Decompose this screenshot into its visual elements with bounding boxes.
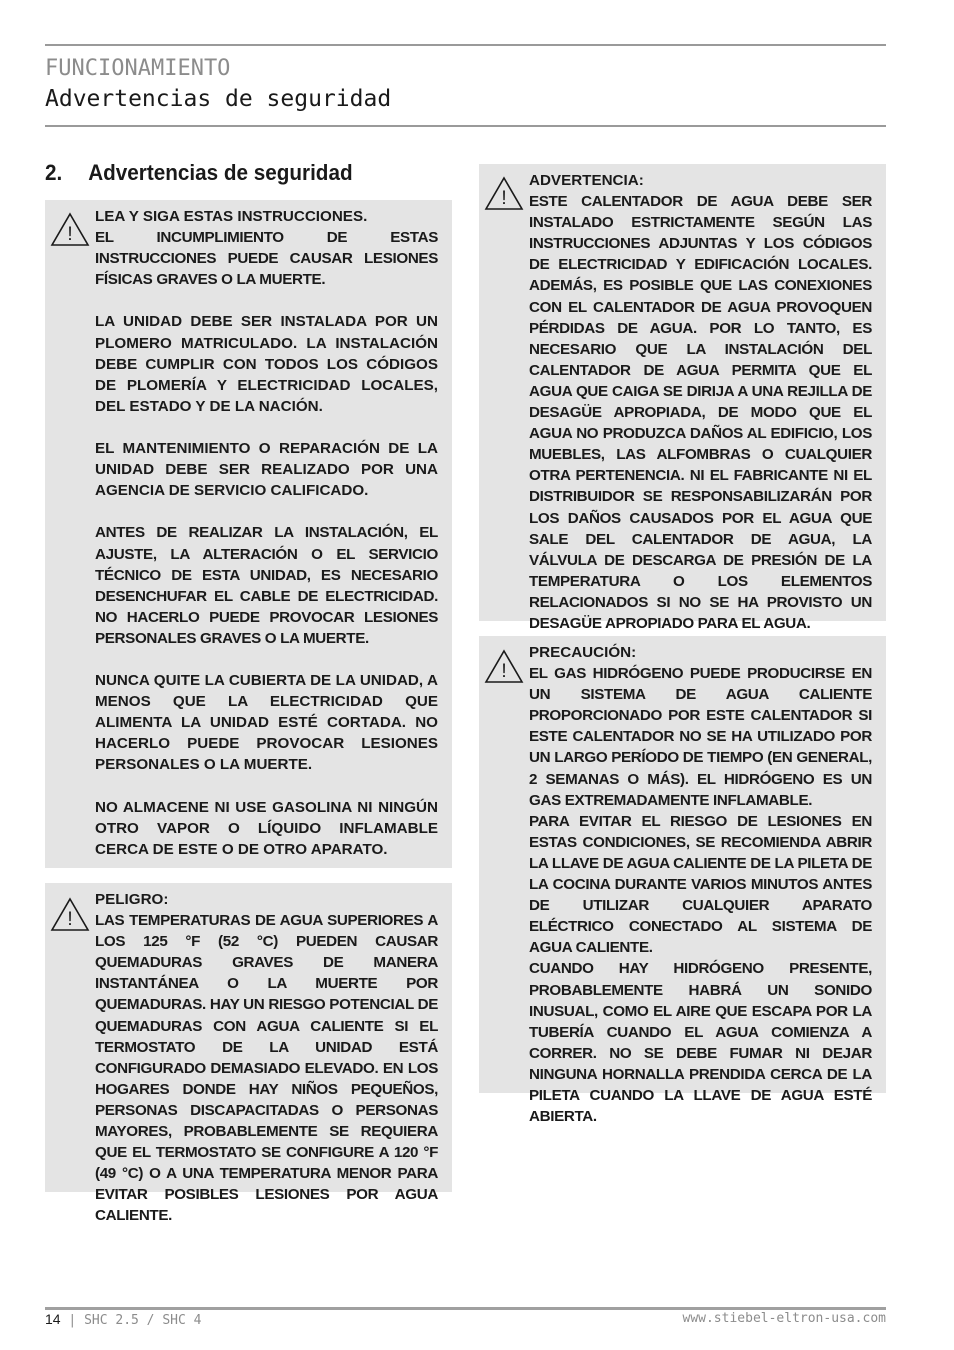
warning-box — [479, 164, 886, 632]
box1-install-paragraph: LA UNIDAD DEBE SER INSTALADA POR UN PLOMERO MATRICULADO. LA INSTALACIÓN DEBE CUMPLIR CON TODOS LOS CÓDIGOS DE PLOMERÍA Y ELECTRICIDAD LOCALES, DEL ESTADO Y DE LA NACIÓN. — [95, 313, 438, 415]
section-title: Advertencias de seguridad — [88, 160, 353, 185]
footer-url[interactable]: www.stiebel-eltron-usa.com — [682, 1311, 886, 1326]
model-name: SHC 2.5 / SHC 4 — [84, 1313, 202, 1328]
header-section-label: FUNCIONAMIENTO — [45, 56, 231, 81]
section-heading — [45, 160, 353, 186]
warning-triangle-icon — [50, 212, 90, 248]
box1-maintenance-paragraph: EL MANTENIMIENTO O REPARACIÓN DE LA UNIDAD DEBE SER REALIZADO POR UNA AGENCIA DE SERVICIO CALIFICADO. — [95, 440, 438, 500]
box1-gasoline-paragraph: NO ALMACENE NI USE GASOLINA NI NINGÚN OTRO VAPOR O LÍQUIDO INFLAMABLE CERCA DE ESTE O DE OTRO APARATO. — [95, 798, 438, 858]
caution-box — [479, 636, 886, 1126]
danger-label: PELIGRO: — [95, 891, 169, 908]
danger-box — [45, 883, 452, 1225]
svg-text:!: ! — [67, 909, 73, 930]
caution-prevention-paragraph: PARA EVITAR EL RIESGO DE LESIONES EN ESTAS CONDICIONES, SE RECOMIENDA ABRIR LA LLAVE DE AGUA CALIENTE DE LA PILETA DE LA COCINA DURANTE VARIOS MINUTOS ANTES DE UTILIZAR CUALQUIER APARATO ELÉCTRICO CONECTADO AL SISTEMA DE AGUA CALIENTE. — [529, 812, 872, 957]
box1-unplug-paragraph: ANTES DE REALIZAR LA INSTALACIÓN, EL AJUSTE, LA ALTERACIÓN O EL SERVICIO TÉCNICO DE ESTA UNIDAD, ES NECESARIO DESENCHUFAR EL CABLE DE ELECTRICIDAD. NO HACERLO PUEDE PROVOCAR LESIONES PERSONALES GRAVES O LA MUERTE. — [95, 524, 438, 647]
box1-text-intro — [95, 206, 438, 290]
section-number: 2. — [45, 160, 63, 185]
danger-text: LAS TEMPERATURAS DE AGUA SUPERIORES A LOS 125 °F (52 °C) PUEDEN CAUSAR QUEMADURAS GRAVES DE MANERA INSTANTÁNEA O LA MUERTE POR QUEMADURAS. HAY UN RIESGO POTENCIAL DE QUEMADURAS CON AGUA CALIENTE SI EL TERMOSTATO DE LA UNIDAD ESTÁ CONFIGURADO DEMASIADO ELEVADO. EN LOS HOGARES DONDE HAY NIÑOS PEQUEÑOS, PERSONAS DISCAPACITADAS O PERSONAS MAYORES, PROBABLEMENTE SE REQUIERA QUE EL TERMOSTATO SE CONFIGURE A 120 °F (49 °C) O A UNA TEMPERATURA MENOR PARA EVITAR POSIBLES LESIONES POR AGUA CALIENTE. — [95, 912, 438, 1225]
warning-text: ESTE CALENTADOR DE AGUA DEBE SER INSTALADO ESTRICTAMENTE SEGÚN LAS INSTRUCCIONES ADJUNTAS Y LOS CÓDIGOS DE ELECTRICIDAD Y EDIFICACIÓN LOCALES. ADEMÁS, ES POSIBLE QUE LAS CONEXIONES CON EL CALENTADOR DE AGUA PROVOQUEN PÉRDIDAS DE AGUA. POR LO TANTO, ES NECESARIO QUE LA INSTALACIÓN DEL CALENTADOR DE AGUA PERMITA QUE EL AGUA QUE CAIGA SE DIRIJA A UNA REJILLA DE DESAGÜE APROPIADA, DE MODO QUE EL AGUA NO PRODUZCA DAÑOS AL EDIFICIO, LOS MUEBLES, LAS ALFOMBRAS O CUALQUIER OTRA PERTENENCIA. NI EL FABRICANTE NI EL DISTRIBUIDOR SE RESPONSABILIZARÁN POR LOS DAÑOS CAUSADOS POR EL AGUA QUE SALE DEL CALENTADOR DE AGUA, LA VÁLVULA DE DESCARGA DE PRESIÓN DE LA TEMPERATURA O LOS ELEMENTOS RELACIONADOS SI NO SE HA PROVISTO UN DESAGÜE APROPIADO PARA EL AGUA. — [529, 193, 872, 632]
caution-signs-paragraph: CUANDO HAY HIDRÓGENO PRESENTE, PROBABLEMENTE HABRÁ UN SONIDO INUSUAL, COMO EL AIRE QUE ESCAPA POR LA TUBERÍA CUANDO EL AGUA COMIENZA A CORRER. NO SE DEBE FUMAR NI DEJAR NINGUNA HORNALLA PRENDIDA CERCA DE LA PILETA CUANDO LA LLAVE DE AGUA ESTÉ ABIERTA. — [529, 960, 872, 1126]
box1-consequence: EL INCUMPLIMIENTO DE ESTAS INSTRUCCIONES PUEDE CAUSAR LESIONES FÍSICAS GRAVES O LA MUERTE. — [95, 229, 438, 289]
box1-read-line: LEA Y SIGA ESTAS INSTRUCCIONES. — [95, 208, 368, 225]
svg-text:!: ! — [501, 661, 507, 682]
svg-text:!: ! — [501, 188, 507, 209]
svg-text:!: ! — [67, 224, 73, 245]
header-page-title: Advertencias de seguridad — [45, 86, 392, 112]
footer-separator: | — [68, 1313, 77, 1328]
box1-cover-paragraph: NUNCA QUITE LA CUBIERTA DE LA UNIDAD, A MENOS QUE LA ELECTRICIDAD QUE ALIMENTA LA UNIDAD ESTÉ CORTADA. NO HACERLO PUEDE PROVOCAR LESIONES PERSONALES O LA MUERTE. — [95, 672, 438, 774]
footer-left — [45, 1311, 201, 1328]
safety-instructions-box — [45, 200, 452, 868]
footer-rule — [45, 1307, 886, 1310]
warning-label: ADVERTENCIA: — [529, 172, 644, 189]
page-number: 14 — [45, 1311, 61, 1327]
header-top-rule — [45, 44, 886, 46]
warning-triangle-icon — [50, 897, 90, 933]
warning-triangle-icon — [484, 649, 524, 685]
caution-hydrogen-paragraph: EL GAS HIDRÓGENO PUEDE PRODUCIRSE EN UN SISTEMA DE AGUA CALIENTE PROPORCIONADO POR ESTE CALENTADOR SI ESTE CALENTADOR NO SE HA UTILIZADO POR UN LARGO PERÍODO DE TIEMPO (EN GENERAL, 2 SEMANAS O MÁS). EL HIDRÓGENO ES UN GAS EXTREMADAMENTE INFLAMABLE. — [529, 665, 872, 809]
warning-triangle-icon — [484, 176, 524, 212]
header-bottom-rule — [45, 125, 886, 127]
caution-label: PRECAUCIÓN: — [529, 644, 637, 661]
